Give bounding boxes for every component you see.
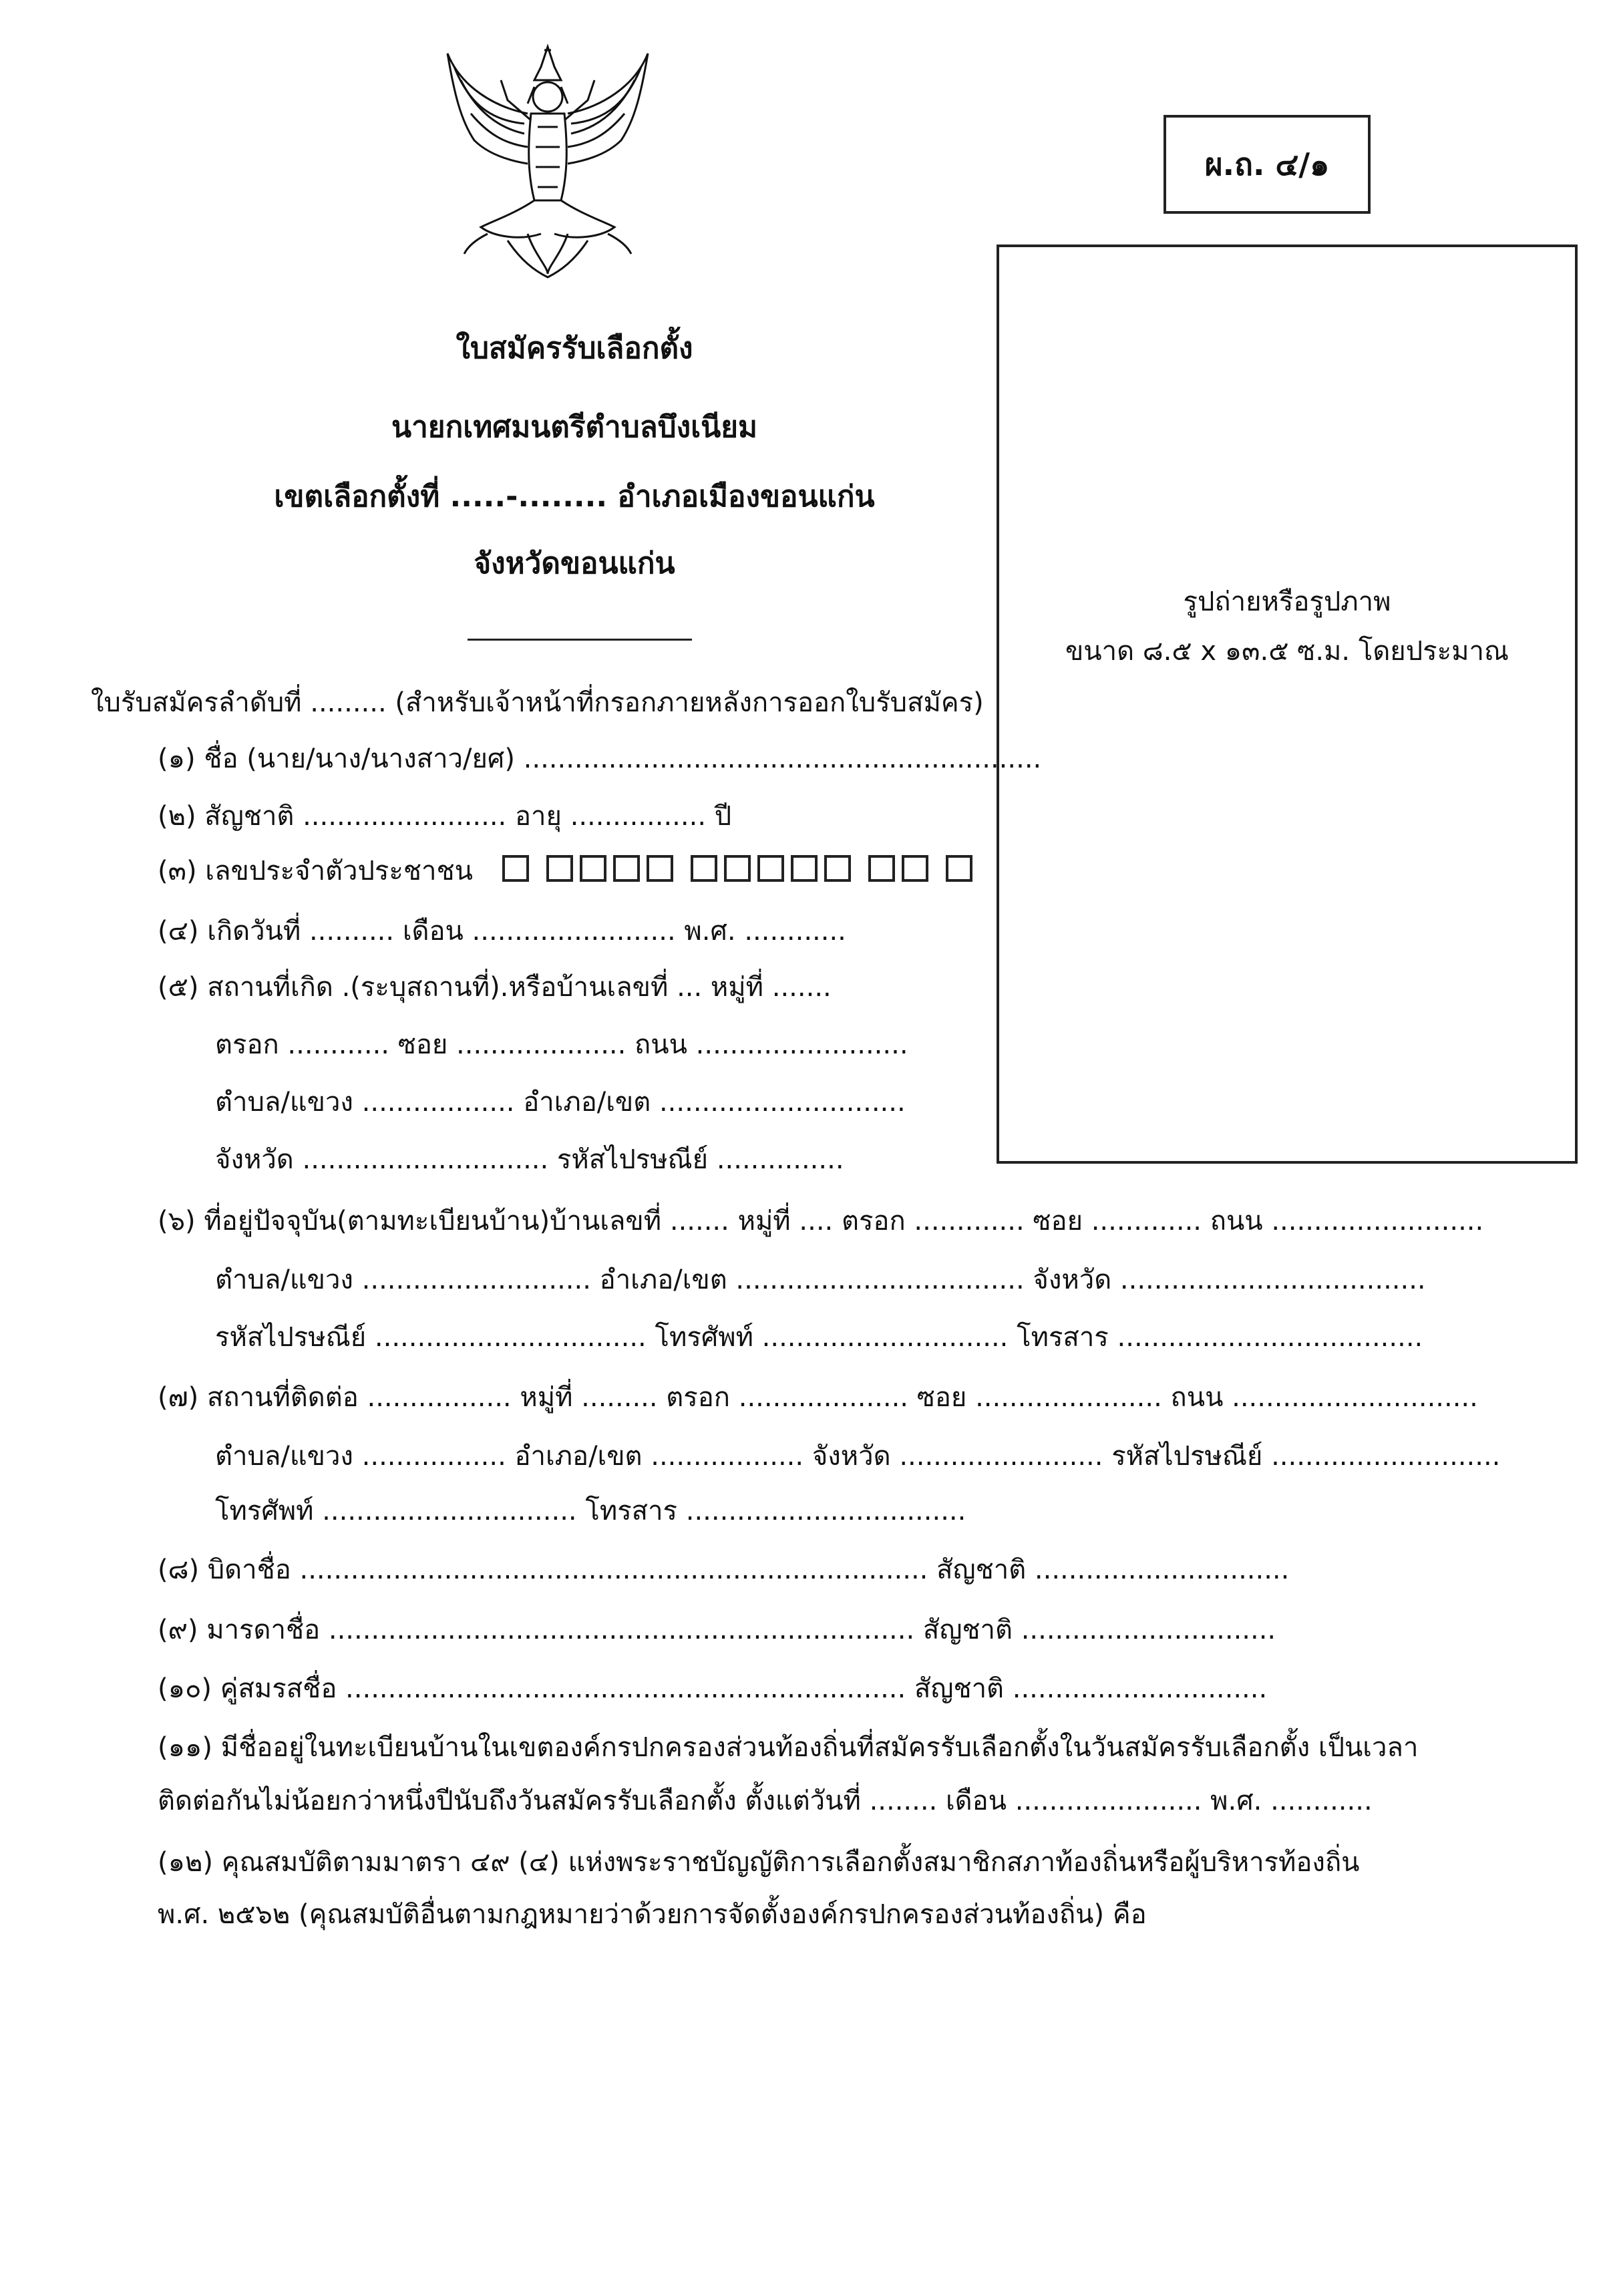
item-11-residency-line1: (๑๑) มีชื่ออยู่ในทะเบียนบ้านในเขตองค์กรปกครองส่วนท้องถิ่นที่สมัครรับเลือกตั้งในวันสมัครรับเลือกตั้ง เป็นเวลา [158, 1732, 1419, 1763]
id-digit-box[interactable] [691, 855, 717, 882]
id-box-group [868, 855, 928, 882]
item-8-father: (๘) บิดาชื่อ .......................................................................... สัญชาติ .............................. [158, 1554, 1290, 1585]
id-box-group [946, 855, 972, 882]
garuda-emblem-icon [434, 40, 661, 281]
id-digit-box[interactable] [613, 855, 640, 882]
photo-placeholder-box [997, 244, 1578, 1164]
photo-label-line2: ขนาด ๘.๕ x ๑๓.๕ ซ.ม. โดยประมาณ [1065, 636, 1509, 667]
item-12-qualification-line2: พ.ศ. ๒๕๖๒ (คุณสมบัติอื่นตามกฎหมายว่าด้วยการจัดตั้งองค์กรปกครองส่วนท้องถิ่น) คือ [158, 1899, 1147, 1930]
id-digit-box[interactable] [902, 855, 928, 882]
item-1-name: (๑) ชื่อ (นาย/นาง/นางสาว/ยศ) ............................................................. [158, 744, 1042, 774]
id-digit-box[interactable] [546, 855, 573, 882]
item-10-spouse: (๑๐) คู่สมรสชื่อ .................................................................. สัญชาติ .............................. [158, 1673, 1268, 1704]
item-6-postcode-phone-fax: รหัสไปรษณีย์ ................................ โทรศัพท์ ............................. โทรสาร .................................... [215, 1322, 1423, 1353]
item-5-province-postcode: จังหวัด ............................. รหัสไปรษณีย์ ............... [215, 1144, 844, 1175]
id-digit-box[interactable] [580, 855, 606, 882]
form-position: นายกเทศมนตรีตำบลบึงเนียม [391, 410, 757, 444]
item-7-contact-address: (๗) สถานที่ติดต่อ ................. หมู่ที่ ......... ตรอก .................... ซอย ...................... ถนน ............................. [158, 1382, 1478, 1413]
form-title: ใบสมัครรับเลือกตั้ง [456, 331, 693, 365]
form-district: เขตเลือกตั้งที่ .....-........ อำเภอเมืองขอนแก่น [274, 480, 875, 514]
item-5-alley-road: ตรอก ............ ซอย .................... ถนน ......................... [215, 1029, 908, 1060]
title-divider [468, 639, 692, 641]
id-box-group [502, 855, 529, 882]
item-3-id-label: (๓) เลขประจำตัวประชาชน [158, 856, 473, 886]
id-digit-box[interactable] [724, 855, 751, 882]
item-5-subdistrict-district: ตำบล/แขวง .................. อำเภอ/เขต ............................. [215, 1087, 906, 1118]
item-9-mother: (๙) มารดาชื่อ ..................................................................... สัญชาติ .............................. [158, 1615, 1276, 1645]
form-code-box [1164, 115, 1371, 214]
id-digit-box[interactable] [502, 855, 529, 882]
id-digit-box[interactable] [647, 855, 673, 882]
id-digit-box[interactable] [757, 855, 784, 882]
item-11-residency-line2: ติดต่อกันไม่น้อยกว่าหนึ่งปีนับถึงวันสมัครรับเลือกตั้ง ตั้งแต่วันที่ ........ เดือน ...................... พ.ศ. ............ [158, 1786, 1373, 1816]
item-7-phone-fax: โทรศัพท์ .............................. โทรสาร ................................. [215, 1496, 966, 1526]
id-digit-box[interactable] [868, 855, 895, 882]
id-digit-box[interactable] [791, 855, 818, 882]
id-box-group [691, 855, 851, 882]
id-box-group [546, 855, 673, 882]
item-7-subdistrict-postcode: ตำบล/แขวง ................. อำเภอ/เขต .................. จังหวัด ........................ รหัสไปรษณีย์ ........................... [215, 1441, 1501, 1472]
item-5-birthplace: (๕) สถานที่เกิด .(ระบุสถานที่).หรือบ้านเลขที่ ... หมู่ที่ ....... [158, 972, 832, 1003]
form-code: ผ.ถ. ๔/๑ [1204, 146, 1330, 182]
form-province: จังหวัดขอนแก่น [474, 546, 675, 581]
id-digit-box[interactable] [824, 855, 851, 882]
photo-label-line1: รูปถ่ายหรือรูปภาพ [1183, 587, 1391, 617]
item-6-current-address: (๖) ที่อยู่ปัจจุบัน(ตามทะเบียนบ้าน)บ้านเลขที่ ....... หมู่ที่ .... ตรอก ............. ซอย ............. ถนน ......................... [158, 1206, 1484, 1237]
item-6-subdistrict-province: ตำบล/แขวง ........................... อำเภอ/เขต .................................. จังหวัด .................................... [215, 1265, 1426, 1295]
receipt-number-line: ใบรับสมัครลำดับที่ ......... (สำหรับเจ้าหน้าที่กรอกภายหลังการออกใบรับสมัคร) [91, 687, 984, 718]
item-4-birthdate: (๔) เกิดวันที่ .......... เดือน ........................ พ.ศ. ............ [158, 916, 846, 947]
id-digit-box[interactable] [946, 855, 972, 882]
citizen-id-boxes[interactable] [502, 855, 972, 882]
item-2-nationality-age: (๒) สัญชาติ ........................ อายุ ................ ปี [158, 801, 732, 832]
item-12-qualification-line1: (๑๒) คุณสมบัติตามมาตรา ๔๙ (๔) แห่งพระราชบัญญัติการเลือกตั้งสมาชิกสภาท้องถิ่นหรือผู้บริหารท้องถิ่น [158, 1847, 1360, 1878]
